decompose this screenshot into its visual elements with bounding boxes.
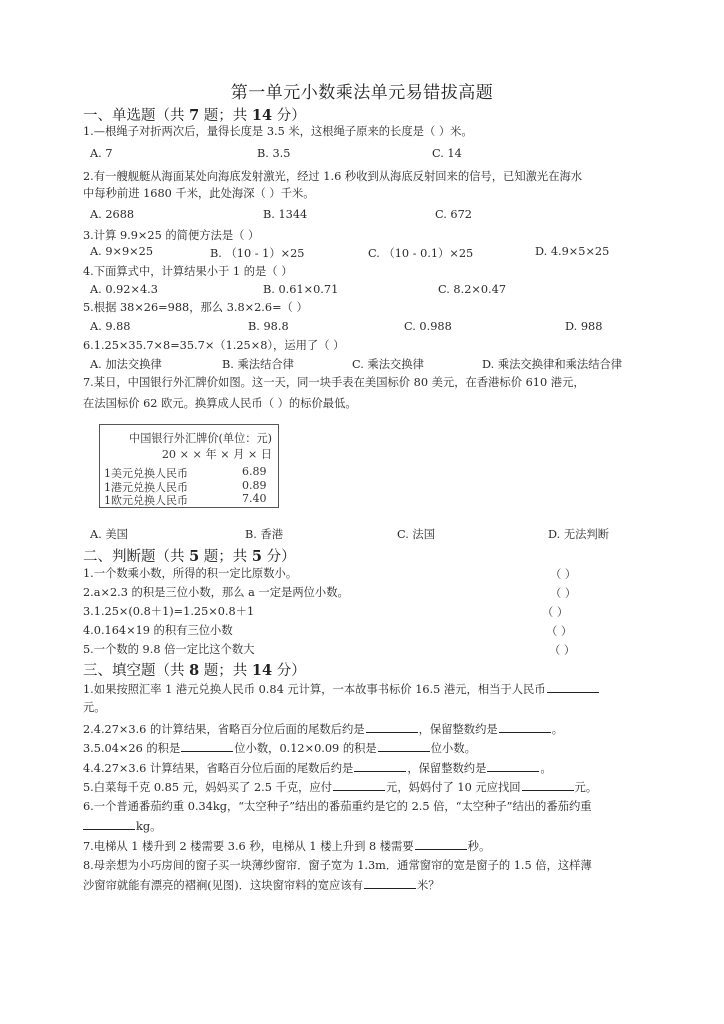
answer-blank[interactable] xyxy=(547,681,599,693)
option-b[interactable]: B. 乘法结合律 xyxy=(222,358,294,371)
page-title: 第一单元小数乘法单元易错拔高题 xyxy=(230,83,494,103)
option-d[interactable]: D. 4.9×5×25 xyxy=(535,245,610,258)
fill-question-4: 4.4.27×3.6 计算结果，省略百分位后面的尾数后约是 ，保留整数约是 。 xyxy=(83,762,552,775)
fill-question-6: 6.一个普通番茄约重 0.34kg，“太空种子”结出的番茄重约是它的 2.5 倍，“太空种子”结出的番茄约重 xyxy=(83,800,592,813)
fill-question-7: 7.电梯从 1 楼升到 2 楼需要 3.6 秒，电梯从 1 楼上升到 8 楼需要 秒。 xyxy=(83,840,491,853)
question-text: 7.某日，中国银行外汇牌价如图。这一天，同一块手表在美国标价 80 美元，在香港标价 610 港元， xyxy=(83,376,585,389)
rate-value: 6.89 xyxy=(242,465,267,478)
section-heading-single-choice: 一、单选题（共 7 题；共 14 分） xyxy=(83,107,306,124)
answer-blank[interactable] xyxy=(354,760,406,772)
rate-label: 1港元兑换人民币 xyxy=(104,481,188,494)
fill-question-5: 5.白菜每千克 0.85 元，妈妈买了 2.5 千克，应付 元，妈妈付了 10 元应找回 元。 xyxy=(83,781,598,794)
option-a[interactable]: A. 加法交换律 xyxy=(90,358,162,371)
fill-question-8: 8.母亲想为小巧房间的窗子买一块薄纱窗帘．窗子宽为 1.3m．通常窗帘的宽是窗子的 1.5 倍，这样薄 xyxy=(83,859,592,872)
question-text: 6.1.25×35.7×8=35.7×（1.25×8），运用了（ ） xyxy=(83,339,345,352)
question-text: 3.1.25×(0.8＋1)=1.25×0.8＋1 xyxy=(83,605,255,618)
option-c[interactable]: C. 14 xyxy=(432,147,462,160)
option-c[interactable]: C. 672 xyxy=(435,208,472,221)
option-a[interactable]: A. 0.92×4.3 xyxy=(90,283,158,296)
points-total: 14 xyxy=(251,662,273,679)
section-heading-true-false: 二、判断题（共 5 题；共 5 分） xyxy=(83,548,296,565)
question-text: 5.一个数的 9.8 倍一定比这个数大 xyxy=(83,643,255,656)
answer-blank[interactable] xyxy=(415,838,467,850)
option-b[interactable]: B. 香港 xyxy=(245,528,284,541)
rate-value: 0.89 xyxy=(242,479,267,492)
option-c[interactable]: C. 乘法交换律 xyxy=(352,358,424,371)
question-text: 3.计算 9.9×25 的简便方法是（ ） xyxy=(83,229,260,242)
rate-table-date: 20 × × 年 × 月 × 日 xyxy=(161,448,272,461)
answer-blank[interactable] xyxy=(366,721,418,733)
option-b[interactable]: B. 98.8 xyxy=(248,320,289,333)
points-total: 14 xyxy=(251,107,273,124)
question-count: 8 xyxy=(189,662,200,679)
option-c[interactable]: C. 8.2×0.47 xyxy=(438,283,507,296)
question-count: 5 xyxy=(189,548,200,565)
option-a[interactable]: A. 9×9×25 xyxy=(90,245,154,258)
question-text: 4.下面算式中，计算结果小于 1 的是（ ） xyxy=(83,265,293,278)
fill-question-3: 3.5.04×26 的积是 位小数，0.12×0.09 的积是 位小数。 xyxy=(83,742,476,755)
fill-question-2: 2.4.27×3.6 的计算结果，省略百分位后面的尾数后约是 ，保留整数约是 。 xyxy=(83,723,564,736)
option-d[interactable]: D. 988 xyxy=(565,320,603,333)
question-text: 2.a×2.3 的积是三位小数，那么 a 一定是两位小数。 xyxy=(83,586,349,599)
option-a[interactable]: A. 2688 xyxy=(90,208,135,221)
answer-slot[interactable]: （ ） xyxy=(549,644,576,657)
rate-value: 7.40 xyxy=(242,492,267,505)
option-b[interactable]: B. 1344 xyxy=(263,208,308,221)
option-d[interactable]: D. 无法判断 xyxy=(548,528,610,541)
option-a[interactable]: A. 9.88 xyxy=(90,320,131,333)
fill-question-1: 1.如果按照汇率 1 港元兑换人民币 0.84 元计算，一本故事书标价 16.5 港元，相当于人民币 xyxy=(83,681,600,697)
question-text: 4.0.164×19 的积有三位小数 xyxy=(83,624,233,637)
question-text-cont: 中每秒前进 1680 千米，此处海深（ ）千米。 xyxy=(83,187,315,200)
option-b[interactable]: B. （10 - 1）×25 xyxy=(210,247,305,260)
answer-blank[interactable] xyxy=(499,721,551,733)
answer-blank[interactable] xyxy=(487,760,539,772)
option-d[interactable]: D. 乘法交换律和乘法结合律 xyxy=(482,358,623,371)
section-heading-fill-blank: 三、填空题（共 8 题；共 14 分） xyxy=(83,662,306,679)
fill-question-6-cont: kg。 xyxy=(83,818,161,834)
fill-question-8-cont: 沙窗帘就能有漂亮的褶裥(见图)．这块窗帘料的宽应该有 米？ xyxy=(83,879,440,892)
answer-blank[interactable] xyxy=(333,779,385,791)
option-a[interactable]: A. 美国 xyxy=(90,528,128,541)
answer-blank[interactable] xyxy=(522,779,574,791)
answer-slot[interactable]: （ ） xyxy=(546,625,573,638)
question-text: 1.一个数乘小数，所得的积一定比原数小。 xyxy=(83,567,298,580)
answer-slot[interactable]: （ ） xyxy=(542,606,569,619)
option-b[interactable]: B. 0.61×0.71 xyxy=(263,283,339,296)
answer-blank[interactable] xyxy=(181,740,233,752)
fill-question-1-cont: 元。 xyxy=(83,701,106,714)
rate-label: 1美元兑换人民币 xyxy=(104,467,188,480)
answer-blank[interactable] xyxy=(364,877,416,889)
points-total: 5 xyxy=(251,548,263,565)
question-text: 1.—根绳子对折两次后，量得长度是 3.5 米，这根绳子原来的长度是（ ）米。 xyxy=(83,125,473,138)
answer-blank[interactable] xyxy=(83,818,135,830)
question-count: 7 xyxy=(189,107,200,124)
question-text: 5.根据 38×26=988，那么 3.8×2.6=（ ） xyxy=(83,301,308,314)
option-a[interactable]: A. 7 xyxy=(90,147,113,160)
question-text: 2.有一艘舰艇从海面某处向海底发射激光，经过 1.6 秒收到从海底反射回来的信号，已知激光在海水 xyxy=(83,170,583,183)
answer-slot[interactable]: （ ） xyxy=(550,568,577,581)
answer-slot[interactable]: （ ） xyxy=(550,587,577,600)
option-b[interactable]: B. 3.5 xyxy=(257,147,291,160)
option-c[interactable]: C. 0.988 xyxy=(404,320,452,333)
option-c[interactable]: C. 法国 xyxy=(397,528,436,541)
exchange-rate-table xyxy=(99,424,279,508)
question-text-cont: 在法国标价 62 欧元。换算成人民币（ ）的标价最低。 xyxy=(83,397,357,410)
rate-table-header: 中国银行外汇牌价(单位：元) xyxy=(129,432,272,445)
option-c[interactable]: C. （10 - 0.1）×25 xyxy=(368,247,474,260)
rate-label: 1欧元兑换人民币 xyxy=(104,494,188,507)
answer-blank[interactable] xyxy=(378,740,430,752)
